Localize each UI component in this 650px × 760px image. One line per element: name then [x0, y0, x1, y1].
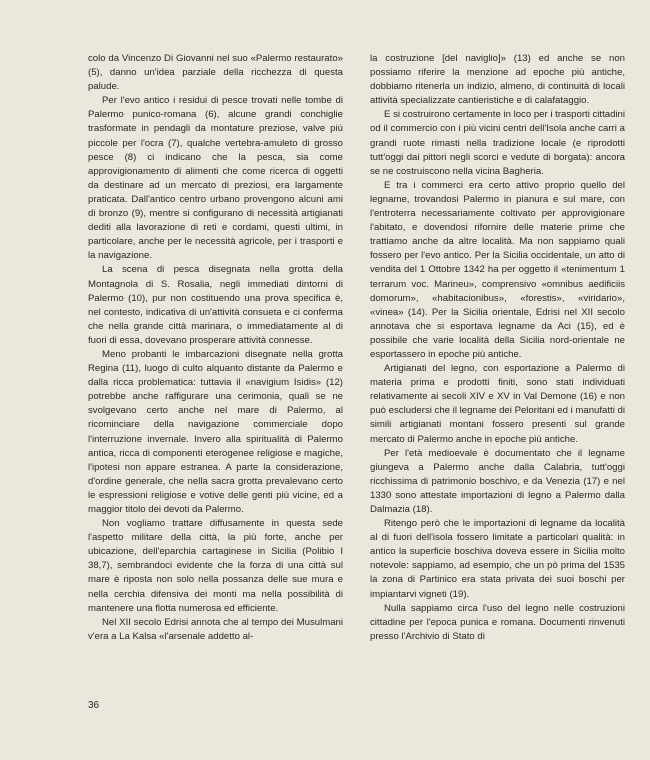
paragraph: Per l'evo antico i residui di pesce trovati nelle tombe di Palermo punico-romana (6), alcune grandi conchiglie trasformate in pendagli da montature preziose, valve più piccole per l'ocra (7), qualche vertebra-amuleto di grosso pesce (8) ci indicano che la pesca, sia come approvigionamento di alimenti che come ricerca di oggetti da destinare ad un mercato di preziosi, era largamente praticata. Dall'antico centro urbano provengono alcuni ami di bronzo (9), mentre si configurano di necessità artigianati dediti alla lavorazione di reti e cordami, questi ultimi, in particolare, anche per le necessità agricole, per i trasporti e la navigazione.: [88, 95, 343, 262]
page-number: 36: [88, 700, 100, 711]
paragraph: Per l'età medioevale è documentato che il legname giungeva a Palermo anche dalla Calabria, tutt'oggi ricchissima di patrimonio boschivo, e da Venezia (17) e nel 1330 sono attestate importazioni di legno a Palermo dalla Dalmazia (18).: [370, 447, 625, 515]
paragraph: E si costruirono certamente in loco per i trasporti cittadini od il commercio con i più vicini centri dell'Isola anche carri a grandi ruote rimasti nella tradizione locale (e riprodotti tutt'oggi dai pittori negli scorci e vedute di borgata): ancora se ne costruiscono nella vicina Bagheria.: [370, 109, 626, 177]
paragraph: colo da Vincenzo Di Giovanni nel suo «Palermo restaurato» (5), danno un'idea parziale della ricchezza di questa palude.: [88, 53, 343, 93]
paragraph: Meno probanti le imbarcazioni disegnate nella grotta Regina (11), luogo di culto alquanto distante da Palermo e dalla ricca problematica: tuttavia il «navigium Isidis» (12) potrebbe anche raffigurare una cerimonia, quali se ne svolgevano certo anche nel mare di Palermo, al ricominciare della navigazione commerciale dopo l'interruzione invernale. Invero alla spiritualità di Palermo antica, ricca di componenti eterogenee religiose e magiche, l'ipotesi non appare estranea. A parte la considerazione, d'ordine generale, che nella sacra grotta prevalevano certo le espressioni religiose e votive delle genti più vicine, ed a maggior titolo dei devoti da Palermo.: [88, 348, 343, 515]
paragraph: Non vogliamo trattare diffusamente in questa sede l'aspetto militare della città, la più forte, anche per ubicazione, dell'eparchia cartaginese in Sicilia (Polibio I 38,7), sembrandoci evidente che la forza di una città sul mare è riposta non solo nella possanza delle sue mura e nella cerchia difensiva dei monti ma nella possibilità di mantenere una flotta numerosa ed efficiente.: [88, 518, 343, 614]
paragraph: Ritengo però che le importazioni di legname da località al di fuori dell'isola fossero limitate a particolari qualità: in antico la superficie boschiva doveva essere in Sicilia molto notevole: sappiamo, ad esempio, che un pò prima del 1535 la zona di Partinico era stata privata dei suoi boschi per impiantarvi vigneti (19).: [370, 518, 625, 600]
paragraph: La scena di pesca disegnata nella grotta della Montagnola di S. Rosalia, negli immediati dintorni di Palermo (10), pur non costituendo una prova specifica è, nel contesto, indicativa di un'attività consueta e ci conferma che nella grande città marinara, o immediatamente al di fuori di essa, dovevano prosperare attività connesse.: [88, 264, 343, 346]
paragraph: Nulla sappiamo circa l'uso del legno nelle costruzioni cittadine per l'epoca punica e romana. Documenti rinvenuti presso l'Archivio di Stato di: [370, 602, 625, 642]
paragraph: E tra i commerci era certo attivo proprio quello del legname, trovandosi Palermo in pianura e sul mare, con l'entroterra necessariamente coltivato per approvigionare l'abitato, e dovendosi rifornire delle materie prime che trattiamo anche da altre località. Ma non sappiamo quali fossero per l'evo antico. Per la Sicilia occidentale, un atto di vendita del 1 Ottobre 1342 ha per oggetto il «tenimentum 1 terrarum voc. Marineu», comprensivo «omnibus aedificiis domorum», «habitacionibus», «forestis», «viridario», «vinea» (14). Per la Sicilia orientale, Edrisi nel XII secolo annotava che si esportava legname da Aci (15), ed è possibile che varie località della Sicilia nord-orientale ne esportassero in epoche più antiche.: [370, 179, 625, 360]
paragraph: Nel XII secolo Edrisi annota che al tempo dei Musulmani v'era a La Kalsa «l'arsenale addetto al-: [88, 616, 343, 642]
right-column: [370, 52, 625, 644]
left-column: [88, 52, 343, 644]
paragraph: la costruzione [del naviglio]» (13) ed anche se non possiamo riferire la menzione ad epoche più antiche, dobbiamo ritenerla un indizio, almeno, di continuità di locali attività specializzate cantieristiche e di calafataggio.: [370, 53, 625, 107]
paragraph: Artigianati del legno, con esportazione a Palermo di materia prima e prodotti finiti, sono stati individuati relativamente ai secoli XIV e XV in Val Demone (16) e non può escludersi che il legname dei Peloritani ed i manufatti di simili artigianati montani fossero presenti sul grande mercato di Palermo anche in epoche più antiche.: [370, 363, 625, 445]
